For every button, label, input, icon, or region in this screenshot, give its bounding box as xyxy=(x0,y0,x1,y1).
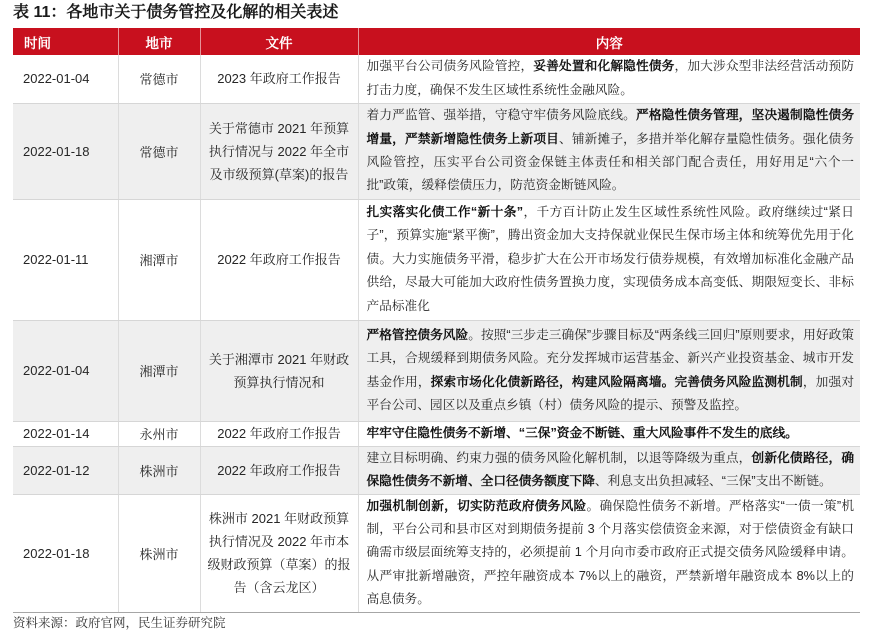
document-cell: 2022 年政府工作报告 xyxy=(200,199,358,320)
document-cell: 2022 年政府工作报告 xyxy=(200,446,358,494)
table-row xyxy=(13,199,860,320)
text-segment: 、利息支出负担减轻、“三保”支出不断链。 xyxy=(594,474,832,488)
header-city: 地市 xyxy=(118,28,200,55)
header-file: 文件 xyxy=(200,28,358,55)
bold-text: 探索市场化化债新路径，构建风险隔离墙。完善债务风险监测机制 xyxy=(430,374,803,389)
bold-text: 加强机制创新，切实防范政府债务风险 xyxy=(366,498,587,513)
city-cell: 湘潭市 xyxy=(118,320,200,421)
document-cell: 2022 年政府工作报告 xyxy=(200,421,358,446)
date-cell: 2022-01-18 xyxy=(13,494,118,612)
table-row xyxy=(13,55,860,103)
text-segment: 。确保隐性债务不新增。严格落实“一债一策”机制，平台公司和县市区对到期债务提前 3 个月落实偿债资金来源，对于偿债资金有缺口确需市级层面统筹支持的，必须提前 1 个月向市委市政府正式提交债务风险缓释申请。从严审批新增融资，严控年融资成本 7%以上的融资，严禁新增年融资成本 8%以上的高息债务。 xyxy=(366,498,855,607)
bold-text: 妥善处置和化解隐性债务 xyxy=(533,59,675,74)
date-cell: 2022-01-04 xyxy=(13,55,118,103)
table-row xyxy=(13,446,860,494)
city-cell: 湘潭市 xyxy=(118,199,200,320)
city-cell: 株洲市 xyxy=(118,446,200,494)
bold-text: 严格管控债务风险 xyxy=(366,327,469,342)
source-note: 资料来源：政府官网，民生证券研究院 xyxy=(13,616,226,630)
text-segment: 建立目标明确、约束力强的债务风险化解机制，以退等降级为重点， xyxy=(366,450,752,465)
city-cell: 株洲市 xyxy=(118,494,200,612)
text-segment: 着力严监管、强举措，守稳守牢债务风险底线。 xyxy=(366,108,636,123)
table-header xyxy=(13,28,860,55)
text-segment: 、铺新摊子，多措并举化解存量隐性债务。强化债务风险管控，压实平台公司资金保链主体责任和相关部门配合责任，用好用足“六个一批”政策，缓释偿债压力，防范资金断链风险。 xyxy=(366,131,855,193)
text-segment: ，加大涉众型非法经营活动预防打击力度，确保不发生区域性系统性金融风险。 xyxy=(366,59,855,97)
document-cell: 关于常德市 2021 年预算执行情况与 2022 年全市及市级预算(草案)的报告 xyxy=(200,103,358,199)
date-cell: 2022-01-12 xyxy=(13,446,118,494)
table-body xyxy=(13,55,860,612)
content-cell xyxy=(358,103,860,199)
text-segment: ，加强对平台公司、园区以及重点乡镇（村）债务风险的提示、预警及监控。 xyxy=(366,374,855,412)
document-cell: 关于湘潭市 2021 年财政预算执行情况和 xyxy=(200,320,358,421)
content-cell xyxy=(358,55,860,103)
city-cell: 常德市 xyxy=(118,103,200,199)
text-segment: 。按照“三步走三确保”步骤目标及“两条线三回归”原则要求，用好政策工具，合规缓释到期债务风险。充分发挥城市运营基金、新兴产业投资基金、城市开发基金作用， xyxy=(366,327,854,389)
text-segment: 加强平台公司债务风险管控， xyxy=(366,59,534,74)
date-cell: 2022-01-04 xyxy=(13,320,118,421)
content-cell xyxy=(358,320,860,421)
date-cell: 2022-01-11 xyxy=(13,199,118,320)
city-cell: 常德市 xyxy=(118,55,200,103)
table-row xyxy=(13,421,860,446)
header-content: 内容 xyxy=(358,28,860,55)
document-cell: 2023 年政府工作报告 xyxy=(200,55,358,103)
bold-text: 牢牢守住隐性债务不新增、“三保”资金不断链、重大风险事件不发生的底线。 xyxy=(366,425,798,440)
bold-text: 创新化债路径，确保隐性债务不新增、全口径债务额度下降 xyxy=(366,450,855,488)
date-cell: 2022-01-18 xyxy=(13,103,118,199)
table-row xyxy=(13,320,860,421)
table-row xyxy=(13,103,860,199)
document-cell: 株洲市 2021 年财政预算执行情况及 2022 年市本级财政预算（草案）的报告（含云龙区） xyxy=(200,494,358,612)
header-row xyxy=(13,28,860,55)
content-cell xyxy=(358,421,860,446)
debt-statements-table xyxy=(13,28,860,613)
bold-text: 扎实落实化债工作“新十条” xyxy=(366,204,524,219)
header-time: 时间 xyxy=(13,28,118,55)
date-cell: 2022-01-14 xyxy=(13,421,118,446)
table-row xyxy=(13,494,860,612)
content-cell xyxy=(358,494,860,612)
text-segment: ，千方百计防止发生区域性系统性风险。政府继续过“紧日子”，预算实施“紧平衡”，腾出资金加大支持保就业保民生保市场主体和统筹优先用于化债。大力实施债务平滑，稳步扩大在公开市场发行债券规模，有效增加标准化金融产品供给，尽最大可能加大政府性债务置换力度，实现债务成本高变低、期限短变长、非标产品标准化 xyxy=(366,204,854,313)
content-cell xyxy=(358,446,860,494)
city-cell: 永州市 xyxy=(118,421,200,446)
bold-text: 严格隐性债务管理，坚决遏制隐性债务增量，严禁新增隐性债务上新项目 xyxy=(366,108,855,146)
content-cell xyxy=(358,199,860,320)
table-title: 表 11：各地市关于债务管控及化解的相关表述 xyxy=(13,4,339,21)
